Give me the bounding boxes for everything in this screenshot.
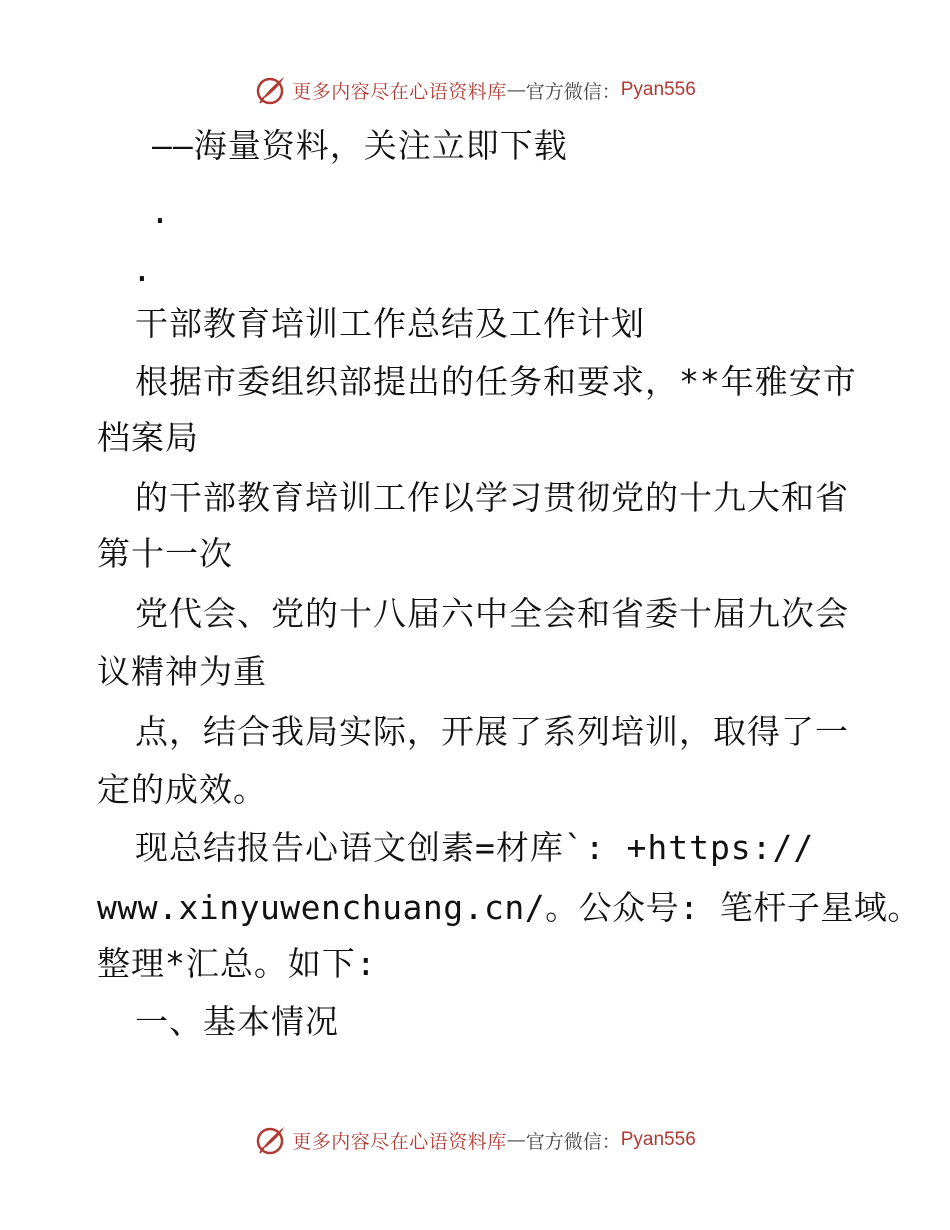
banner-wechat-id: Pyan556	[620, 79, 696, 100]
paragraph-line: 档案局	[97, 418, 199, 457]
header-banner	[0, 70, 950, 110]
paragraph-line: 议精神为重	[97, 652, 267, 691]
document-title: 干部教育培训工作总结及工作计划	[135, 304, 645, 343]
quill-pen-logo-icon	[254, 73, 288, 107]
banner-wechat-label: 官方微信：	[525, 1130, 621, 1153]
banner-separator: —	[506, 1129, 526, 1151]
quill-pen-logo-icon	[254, 1123, 288, 1157]
banner-text: 更多内容尽在心语资料库	[292, 1130, 507, 1153]
paragraph-line: 定的成效。	[97, 770, 267, 809]
banner-wechat-id: Pyan556	[620, 1129, 696, 1150]
paragraph-line: 整理*汇总。如下:	[97, 944, 377, 983]
paragraph-line: 根据市委组织部提出的任务和要求，**年雅安市	[135, 362, 857, 401]
paragraph-line: 的干部教育培训工作以学习贯彻党的十九大和省	[135, 478, 849, 517]
paragraph-line: 点，结合我局实际，开展了系列培训，取得了一	[135, 712, 849, 751]
banner-wechat-label: 官方微信：	[525, 80, 621, 103]
dot-line: .	[150, 192, 171, 231]
banner-text: 更多内容尽在心语资料库	[292, 80, 507, 103]
dot-line: .	[132, 250, 153, 289]
section-heading: 一、基本情况	[135, 1002, 339, 1041]
paragraph-line: 现总结报告心语文创素=材库`: +https://	[135, 828, 815, 867]
paragraph-line: 党代会、党的十八届六中全会和省委十届九次会	[135, 594, 849, 633]
banner-separator: —	[506, 79, 526, 101]
footer-banner	[0, 1120, 950, 1160]
paragraph-line: 第十一次	[97, 534, 233, 573]
download-tagline: ——海量资料，关注立即下载	[152, 126, 568, 165]
paragraph-line: www.xinyuwenchuang.cn/。公众号: 笔杆子星域。	[97, 888, 921, 927]
